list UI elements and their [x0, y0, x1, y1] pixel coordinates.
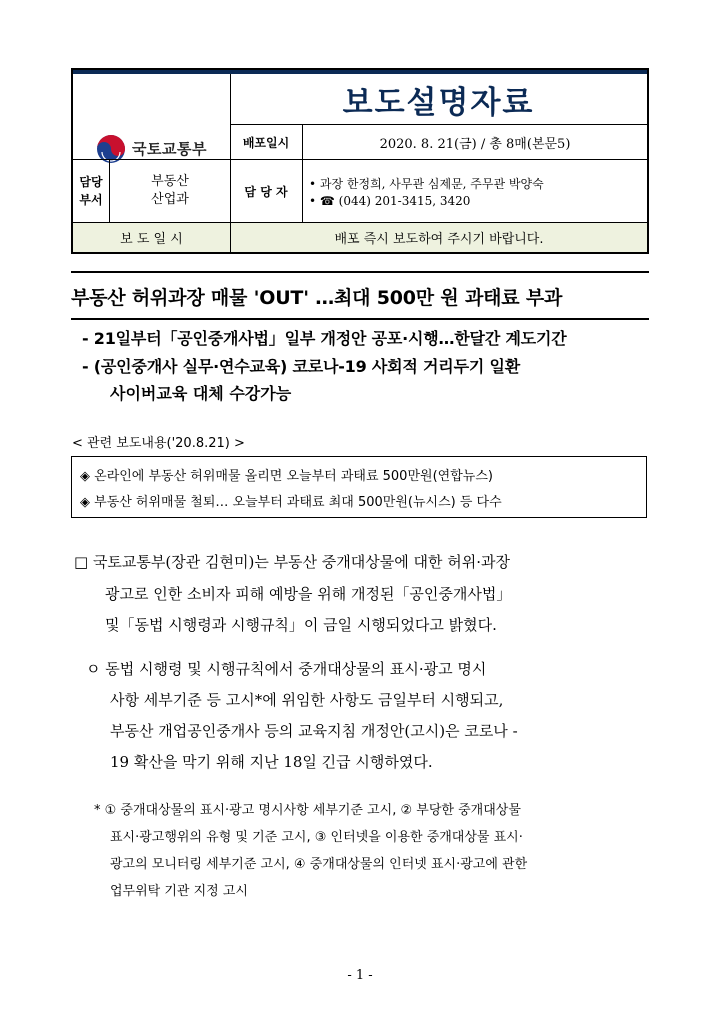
distribution-label: 배포일시 [242, 135, 290, 150]
subheadline-1: - 21일부터「공인중개사법」일부 개정안 공포·시행…한달간 계도기간 [82, 329, 567, 348]
release-value-cell [231, 223, 647, 252]
footnote-line-3: 광고의 모니터링 세부기준 고시, ④ 중개대상물의 인터넷 표시·광고에 관한 [110, 857, 528, 872]
headline: 부동산 허위과장 매물 'OUT' …최대 500만 원 과태료 부과 [71, 287, 563, 309]
headline-bottom-rule [71, 318, 649, 320]
dept-label: 담당 부서 [79, 175, 103, 207]
subheadline-2: - (공인중개사 실무·연수교육) 코로나-19 사회적 거리두기 일환 [82, 357, 520, 376]
contact-label: 담 당 자 [244, 184, 288, 199]
body-paragraph-2-line-4: 19 확산을 막기 위해 지난 18일 긴급 시행하였다. [110, 753, 433, 771]
body-paragraph-2-line-2: 사항 세부기준 등 고시*에 위임한 사항도 금일부터 시행되고, [110, 691, 504, 709]
dept-value: 부동산 산업과 [151, 174, 189, 207]
body-paragraph-2-line-1: ㅇ 동법 시행령 및 시행규칙에서 중개대상물의 표시·광고 명시 [86, 660, 487, 678]
distribution-value: 2020. 8. 21(금) / 총 8매(본문5) [379, 136, 571, 152]
subheadline-3: 사이버교육 대체 수강가능 [110, 384, 292, 403]
doc-type-title-cell [230, 74, 647, 124]
related-news-item: ◈ 부동산 허위매물 철퇴… 오늘부터 과태료 최대 500만원(뉴시스) 등 다수 [80, 495, 502, 510]
related-news-item: ◈ 온라인에 부동산 허위매물 올리면 오늘부터 과태료 500만원(연합뉴스) [80, 469, 493, 484]
footnote-line-4: 업무위탁 기관 지정 고시 [110, 884, 248, 899]
related-news-title: < 관련 보도내용('20.8.21) > [72, 436, 245, 451]
dept-label-cell [73, 160, 109, 222]
distribution-label-cell [230, 125, 302, 159]
page-number: - 1 - [347, 968, 373, 983]
related-news-box [71, 456, 647, 518]
press-header-table [71, 68, 649, 254]
contact-value-cell [309, 160, 647, 222]
contact-phone: • ☎ (044) 201-3415, 3420 [309, 193, 471, 208]
doc-type-title: 보도설명자료 [342, 84, 535, 121]
ministry-name: 국토교통부 [132, 140, 207, 158]
footnote-line-2: 표시·광고행위의 유형 및 기준 고시, ③ 인터넷을 이용한 중개대상물 표시· [110, 830, 523, 845]
release-label-cell [73, 223, 230, 252]
dept-value-cell [110, 160, 230, 222]
body-paragraph-1-line-3: 및「동법 시행령과 시행규칙」이 금일 시행되었다고 밝혔다. [105, 616, 497, 634]
headline-top-rule [71, 271, 649, 273]
body-paragraph-1-line-1: □ 국토교통부(장관 김현미)는 부동산 중개대상물에 대한 허위·과장 [74, 553, 510, 571]
footnote-line-1: * ① 중개대상물의 표시·광고 명시사항 세부기준 고시, ② 부당한 중개대상물 [94, 803, 521, 818]
body-paragraph-1-line-2: 광고로 인한 소비자 피해 예방을 위해 개정된「공인중개사법」 [105, 585, 512, 603]
release-value: 배포 즉시 보도하여 주시기 바랍니다. [334, 232, 544, 247]
body-paragraph-2-line-3: 부동산 개업공인중개사 등의 교육지침 개정안(고시)은 코로나 - [110, 722, 518, 740]
contact-label-cell [230, 160, 302, 222]
release-label: 보 도 일 시 [120, 232, 183, 247]
contact-names: • 과장 한정희, 사무관 심제문, 주무관 박양숙 [309, 176, 544, 191]
distribution-value-cell [303, 125, 647, 159]
